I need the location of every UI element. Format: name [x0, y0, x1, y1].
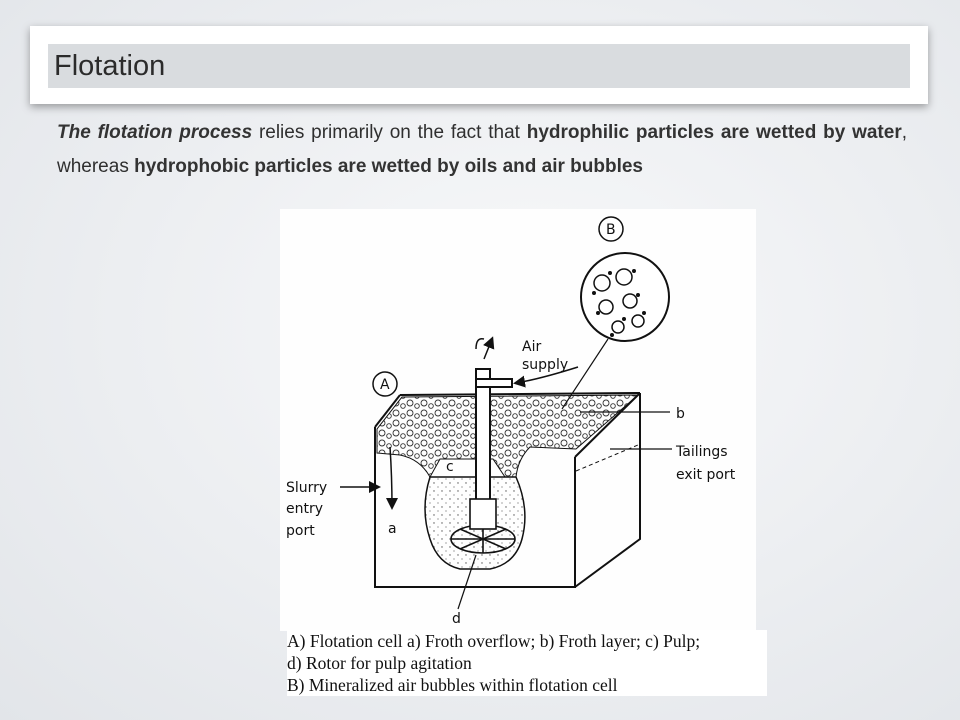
term-hydrophobic: hydrophobic particles are wetted by oils and air bubbles: [134, 156, 643, 177]
title-bar: [48, 44, 910, 88]
label-b: b: [676, 406, 685, 422]
caption-line: B) Mineralized air bubbles within flotation cell: [287, 675, 618, 695]
label-slurry: Slurry: [286, 480, 328, 496]
label-A: A: [380, 377, 390, 393]
body-paragraph: [57, 116, 907, 184]
label-air: Air: [522, 339, 542, 355]
label-c: c: [446, 459, 454, 475]
label-exit-port: exit port: [676, 467, 736, 483]
text-segment: relies primarily on the fact that: [252, 122, 527, 143]
label-port: port: [286, 523, 315, 539]
slide-title: Flotation: [54, 50, 166, 82]
label-B: B: [606, 222, 616, 238]
label-tailings: Tailings: [676, 444, 728, 460]
label-d: d: [452, 611, 461, 627]
diagram-svg: [280, 209, 756, 631]
term-hydrophilic: hydrophilic particles are wetted by water: [526, 122, 902, 143]
flotation-cell-diagram: [280, 209, 756, 631]
label-entry: entry: [286, 501, 324, 517]
label-supply: supply: [522, 357, 569, 373]
caption-line: d) Rotor for pulp agitation: [287, 653, 472, 673]
froth-layer: [377, 395, 638, 477]
figure-caption: [287, 630, 767, 696]
caption-line: A) Flotation cell a) Froth overflow; b) Froth layer; c) Pulp;: [287, 631, 701, 651]
text-segment: , whereas: [57, 122, 907, 177]
term-flotation-process: The flotation process: [57, 122, 253, 143]
label-a: a: [388, 521, 397, 537]
bubble-inset: [581, 253, 669, 341]
title-card: [30, 26, 928, 104]
